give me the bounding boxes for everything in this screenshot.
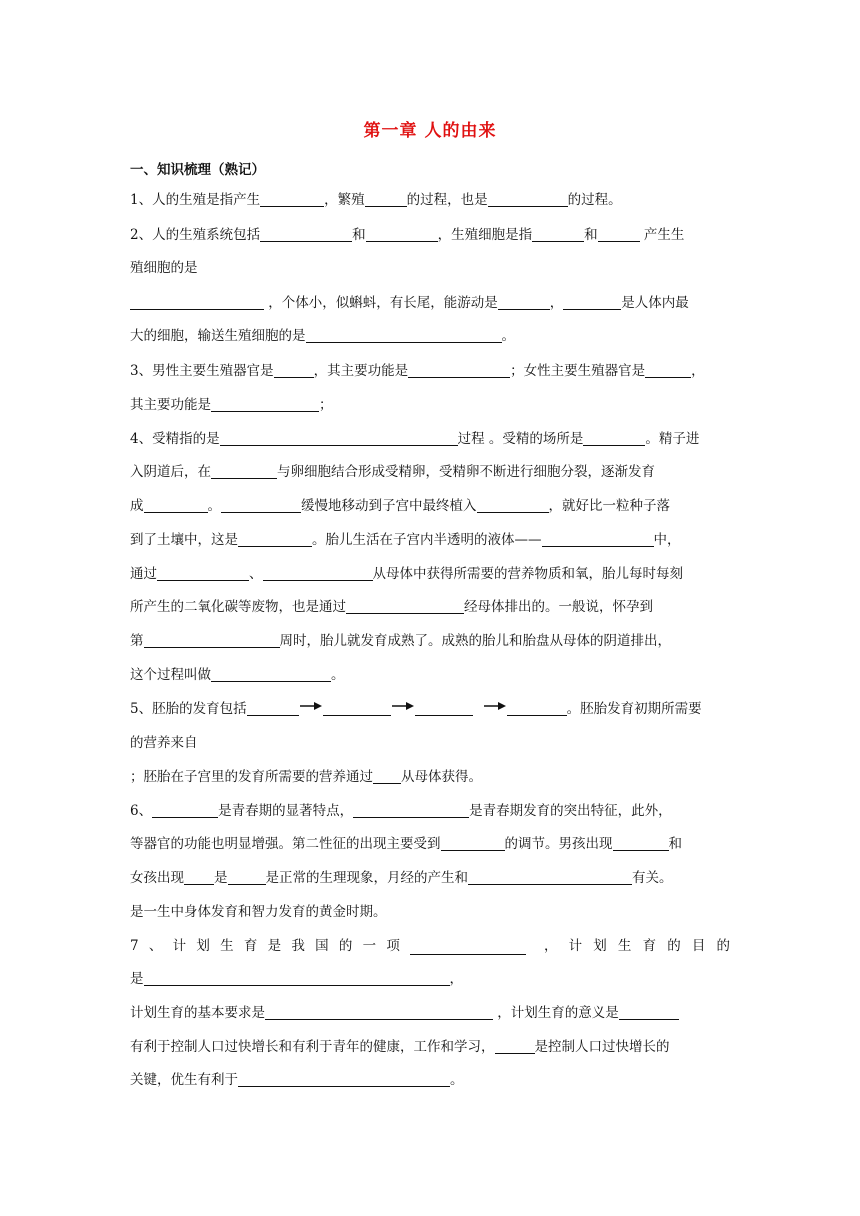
arrow-right-icon — [484, 701, 506, 711]
question-4-line — [130, 430, 730, 448]
answer-blank[interactable] — [365, 192, 407, 207]
question-char: 育 — [642, 938, 657, 954]
question-text: 是人体内最 — [621, 295, 689, 311]
question-text: 这个过程叫做 — [130, 667, 211, 683]
question-2-line — [130, 294, 730, 312]
answer-blank[interactable] — [366, 227, 438, 242]
question-text: 有利于控制人口过快增长和有利于青年的健康，工作和学习， — [130, 1039, 495, 1055]
answer-blank[interactable] — [613, 836, 669, 851]
question-7-line — [130, 1038, 730, 1056]
question-text: ；胚胎在子宫里的发育所需要的营养通过 — [130, 769, 373, 785]
question-char: 的 — [338, 938, 353, 954]
question-text: 其主要功能是 — [130, 397, 211, 413]
question-text: 是 — [214, 870, 228, 886]
question-text: 中， — [653, 532, 681, 548]
question-text: 。 — [331, 667, 345, 683]
answer-blank[interactable] — [306, 328, 502, 343]
question-text — [544, 937, 730, 955]
question-4-line — [130, 598, 730, 616]
question-text: ，就好比一粒种子落 — [548, 498, 670, 514]
question-text: ， — [549, 295, 564, 311]
question-text: 4、受精指的是 — [130, 431, 220, 447]
question-4-line — [130, 463, 730, 481]
question-text: ；女性主要生殖器官是 — [510, 363, 646, 379]
question-text: 。受精的场所是 — [488, 431, 584, 447]
answer-blank[interactable] — [598, 227, 640, 242]
question-3-line — [130, 396, 730, 414]
answer-blank[interactable] — [144, 971, 450, 986]
question-text: 2、人的生殖系统包括 — [130, 227, 261, 243]
question-text: 是青春期的显著特点， — [218, 803, 354, 819]
question-text: 和 — [584, 227, 598, 243]
question-text: 6、 — [130, 803, 153, 819]
question-char: 生 — [617, 938, 632, 954]
answer-blank[interactable] — [211, 464, 277, 479]
question-text: 通过 — [130, 566, 157, 582]
question-text: 。精子进 — [645, 431, 700, 447]
question-1-line — [130, 191, 730, 209]
question-text: 有关。 — [632, 870, 673, 886]
question-text: 。胎儿生活在子宫内半透明的液体—— — [312, 532, 542, 548]
arrow-right-icon — [392, 701, 414, 711]
answer-blank[interactable] — [488, 192, 568, 207]
question-text: 是 — [130, 971, 144, 987]
answer-blank[interactable] — [495, 1039, 535, 1054]
question-text: 过程 — [457, 431, 485, 447]
question-7-line — [130, 937, 730, 955]
question-char: 育 — [243, 938, 258, 954]
question-3-line — [130, 362, 730, 380]
answer-blank[interactable] — [211, 397, 319, 412]
question-char: 目 — [691, 938, 706, 954]
question-7-line — [130, 970, 730, 988]
question-4-line — [130, 666, 730, 684]
question-4-line — [130, 531, 730, 549]
answer-blank[interactable] — [645, 363, 691, 378]
answer-blank[interactable] — [410, 940, 526, 955]
question-text: 的过程。 — [567, 192, 622, 208]
answer-blank[interactable] — [238, 1072, 450, 1087]
question-text: 女孩出现 — [130, 870, 184, 886]
question-7-line — [130, 1071, 730, 1089]
question-6-line — [130, 835, 730, 853]
question-text: ，计划生育的意义是 — [497, 1005, 619, 1021]
question-text: ，其主要功能是 — [313, 363, 409, 379]
answer-blank[interactable] — [144, 498, 208, 513]
section-heading: 一、知识梳理（熟记） — [130, 162, 265, 178]
question-6-line — [130, 802, 730, 820]
question-text: 是正常的生理现象，月经的产生和 — [265, 870, 468, 886]
question-text: ， — [449, 971, 463, 987]
question-char: 划 — [196, 938, 210, 954]
answer-blank[interactable] — [184, 870, 214, 885]
answer-blank[interactable] — [532, 227, 584, 242]
question-text: 、 — [249, 566, 263, 582]
question-6-line — [130, 903, 730, 921]
question-text: 成 — [130, 498, 144, 514]
question-text: 是青春期发育的突出特征，此外， — [469, 803, 672, 819]
question-text: 经母体排出的。一般说，怀孕到 — [464, 599, 653, 615]
question-text: 等器官的功能也明显增强。第二性征的出现主要受到 — [130, 836, 441, 852]
question-4-line — [130, 497, 730, 515]
answer-blank[interactable] — [211, 667, 331, 682]
question-text: 从母体中获得所需要的营养物质和氧，胎儿每时每刻 — [372, 566, 683, 582]
answer-blank[interactable] — [144, 633, 280, 648]
answer-blank[interactable] — [563, 295, 621, 310]
answer-blank[interactable] — [265, 1005, 493, 1020]
question-text: 1、人的生殖是指产生 — [130, 192, 261, 208]
answer-blank[interactable] — [228, 870, 266, 885]
answer-blank[interactable] — [346, 599, 464, 614]
answer-blank[interactable] — [468, 870, 632, 885]
question-text: 的调节。男孩出现 — [504, 836, 613, 852]
answer-blank[interactable] — [157, 566, 249, 581]
question-text: 第 — [130, 633, 144, 649]
question-text: ， — [691, 363, 705, 379]
question-char: 7 — [130, 938, 139, 954]
question-char: 是 — [267, 938, 282, 954]
question-text: 是一生中身体发育和智力发育的黄金时期。 — [130, 904, 387, 920]
answer-blank[interactable] — [619, 1005, 679, 1020]
question-text: 3、男性主要生殖器官是 — [130, 363, 274, 379]
question-5-line — [130, 768, 730, 786]
question-char: 生 — [220, 938, 234, 954]
answer-blank[interactable] — [238, 532, 312, 547]
question-char: 计 — [172, 938, 187, 954]
answer-blank[interactable] — [260, 192, 324, 207]
question-text: 。胚胎发育初期所需要 — [566, 701, 702, 717]
answer-blank[interactable] — [323, 701, 391, 716]
question-text: 。 — [207, 498, 221, 514]
question-text: ，个体小，似蝌蚪，有长尾，能游动是 — [268, 295, 498, 311]
question-text: 到了土壤中，这是 — [130, 532, 238, 548]
question-char: 我 — [291, 938, 305, 954]
answer-blank[interactable] — [130, 295, 264, 310]
answer-blank[interactable] — [260, 227, 352, 242]
question-4-line — [130, 565, 730, 583]
question-char: 一 — [362, 938, 377, 954]
answer-blank[interactable] — [415, 701, 473, 716]
question-char: 划 — [593, 938, 607, 954]
answer-blank[interactable] — [353, 803, 469, 818]
question-text: 所产生的二氧化碳等废物，也是通过 — [130, 599, 346, 615]
question-text: 周时，胎儿就发育成熟了。成熟的胎儿和胎盘从母体的阴道排出， — [279, 633, 671, 649]
question-char: 计 — [568, 938, 583, 954]
answer-blank[interactable] — [274, 363, 314, 378]
question-char: 的 — [667, 938, 681, 954]
answer-blank[interactable] — [221, 498, 301, 513]
question-5-line — [130, 700, 730, 718]
answer-blank[interactable] — [247, 701, 299, 716]
answer-blank[interactable] — [408, 363, 510, 378]
question-text: 与卵细胞结合形成受精卵，受精卵不断进行细胞分裂，逐渐发育 — [277, 464, 655, 480]
answer-blank[interactable] — [373, 769, 401, 784]
page-title: 第一章 人的由来 — [363, 121, 497, 141]
question-char: 的 — [716, 938, 730, 954]
question-text: 计划生育的基本要求是 — [130, 1005, 265, 1021]
question-char: 、 — [148, 938, 163, 954]
arrow-right-icon — [300, 701, 322, 711]
answer-blank[interactable] — [583, 431, 645, 446]
answer-blank[interactable] — [152, 803, 218, 818]
question-4-line — [130, 632, 730, 650]
question-text: 的营养来自 — [130, 735, 198, 751]
question-text: 产生生 — [643, 227, 685, 243]
question-text: 。 — [450, 1072, 464, 1088]
question-6-line — [130, 869, 730, 887]
question-text: 是控制人口过快增长的 — [534, 1039, 670, 1055]
question-7-line — [130, 1004, 730, 1022]
question-text: 和 — [352, 227, 366, 243]
answer-blank[interactable] — [220, 431, 458, 446]
question-char: 项 — [386, 938, 400, 954]
question-text: ，繁殖 — [324, 192, 365, 208]
answer-blank[interactable] — [477, 498, 549, 513]
question-text: 从母体获得。 — [401, 769, 482, 785]
question-text — [130, 937, 400, 955]
question-5-line — [130, 734, 730, 752]
answer-blank[interactable] — [542, 532, 654, 547]
question-text: 和 — [668, 836, 682, 852]
question-2-line — [130, 259, 730, 277]
question-text: ，生殖细胞是指 — [437, 227, 533, 243]
answer-blank[interactable] — [263, 566, 373, 581]
question-text: 殖细胞的是 — [130, 260, 198, 276]
question-2-line — [130, 226, 730, 244]
question-text: 入阴道后，在 — [130, 464, 211, 480]
question-text: 。 — [501, 328, 515, 344]
question-text: 缓慢地移动到子宫中最终植入 — [301, 498, 477, 514]
question-char: ， — [544, 938, 558, 954]
question-text: 的过程，也是 — [406, 192, 488, 208]
question-text: 关键，优生有利于 — [130, 1072, 238, 1088]
question-text: ； — [319, 397, 333, 413]
answer-blank[interactable] — [498, 295, 550, 310]
question-char: 国 — [315, 938, 329, 954]
question-text: 大的细胞，输送生殖细胞的是 — [130, 328, 306, 344]
question-2-line — [130, 327, 730, 345]
answer-blank[interactable] — [507, 701, 567, 716]
answer-blank[interactable] — [441, 836, 505, 851]
question-text: 5、胚胎的发育包括 — [130, 701, 247, 717]
